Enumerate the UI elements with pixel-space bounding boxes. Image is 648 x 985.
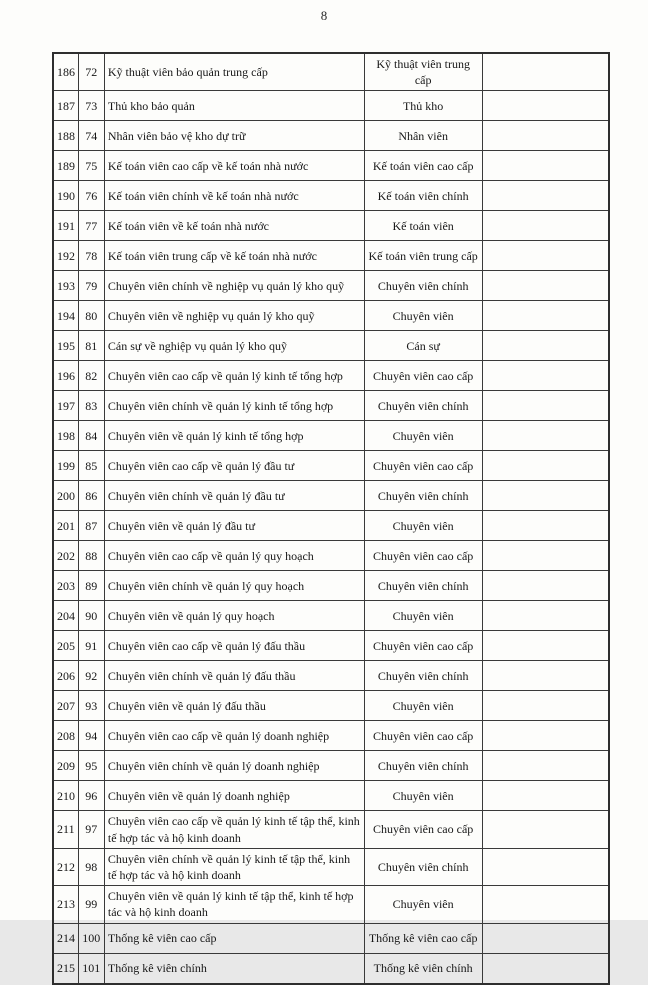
- cell-no: 84: [78, 421, 104, 451]
- cell-no: 90: [78, 601, 104, 631]
- cell-position: Chuyên viên chính về quản lý đấu thầu: [104, 661, 364, 691]
- table-row: [53, 691, 609, 721]
- cell-note: [482, 421, 609, 451]
- cell-no: 88: [78, 541, 104, 571]
- cell-rank: Kế toán viên cao cấp: [364, 151, 482, 181]
- cell-rank: Chuyên viên chính: [364, 481, 482, 511]
- cell-position: Chuyên viên về quản lý đầu tư: [104, 511, 364, 541]
- cell-note: [482, 661, 609, 691]
- cell-rank: Chuyên viên: [364, 691, 482, 721]
- cell-stt: 194: [53, 301, 78, 331]
- cell-stt: 191: [53, 211, 78, 241]
- cell-rank: Chuyên viên: [364, 601, 482, 631]
- cell-note: [482, 481, 609, 511]
- cell-no: 87: [78, 511, 104, 541]
- cell-stt: 192: [53, 241, 78, 271]
- cell-stt: 214: [53, 923, 78, 953]
- table-row: [53, 886, 609, 923]
- cell-rank: Kế toán viên: [364, 211, 482, 241]
- cell-rank: Chuyên viên cao cấp: [364, 811, 482, 848]
- cell-position: Chuyên viên về quản lý kinh tế tập thể, kinh tế hợp tác và hộ kinh doanh: [104, 886, 364, 923]
- table-row: [53, 91, 609, 121]
- table-row: [53, 271, 609, 301]
- cell-position: Thống kê viên chính: [104, 953, 364, 984]
- cell-stt: 200: [53, 481, 78, 511]
- cell-no: 77: [78, 211, 104, 241]
- cell-note: [482, 751, 609, 781]
- cell-note: [482, 541, 609, 571]
- cell-note: [482, 601, 609, 631]
- cell-rank: Chuyên viên: [364, 886, 482, 923]
- table-row: [53, 331, 609, 361]
- cell-position: Chuyên viên chính về quản lý đầu tư: [104, 481, 364, 511]
- cell-note: [482, 631, 609, 661]
- cell-position: Chuyên viên về quản lý kinh tế tổng hợp: [104, 421, 364, 451]
- cell-position: Chuyên viên về quản lý doanh nghiệp: [104, 781, 364, 811]
- cell-stt: 206: [53, 661, 78, 691]
- cell-note: [482, 811, 609, 848]
- cell-position: Chuyên viên cao cấp về quản lý quy hoạch: [104, 541, 364, 571]
- cell-no: 79: [78, 271, 104, 301]
- cell-rank: Chuyên viên cao cấp: [364, 541, 482, 571]
- table-row: [53, 601, 609, 631]
- cell-rank: Chuyên viên: [364, 511, 482, 541]
- cell-note: [482, 571, 609, 601]
- cell-rank: Thống kê viên cao cấp: [364, 923, 482, 953]
- cell-note: [482, 781, 609, 811]
- cell-rank: Chuyên viên chính: [364, 391, 482, 421]
- cell-stt: 209: [53, 751, 78, 781]
- cell-note: [482, 151, 609, 181]
- cell-position: Chuyên viên chính về quản lý doanh nghiệp: [104, 751, 364, 781]
- cell-no: 93: [78, 691, 104, 721]
- cell-no: 85: [78, 451, 104, 481]
- cell-no: 92: [78, 661, 104, 691]
- table-row: [53, 631, 609, 661]
- table-row: [53, 751, 609, 781]
- table-row: [53, 181, 609, 211]
- cell-rank: Chuyên viên chính: [364, 661, 482, 691]
- cell-rank: Thống kê viên chính: [364, 953, 482, 984]
- cell-rank: Thủ kho: [364, 91, 482, 121]
- job-table-body: [53, 53, 609, 984]
- cell-position: Chuyên viên cao cấp về quản lý đấu thầu: [104, 631, 364, 661]
- cell-note: [482, 848, 609, 885]
- cell-no: 91: [78, 631, 104, 661]
- cell-rank: Nhân viên: [364, 121, 482, 151]
- cell-note: [482, 691, 609, 721]
- cell-stt: 199: [53, 451, 78, 481]
- table-row: [53, 301, 609, 331]
- cell-stt: 203: [53, 571, 78, 601]
- cell-position: Chuyên viên chính về quản lý kinh tế tập thể, kinh tế hợp tác và hộ kinh doanh: [104, 848, 364, 885]
- cell-rank: Chuyên viên chính: [364, 571, 482, 601]
- table-row: [53, 781, 609, 811]
- cell-no: 86: [78, 481, 104, 511]
- cell-no: 75: [78, 151, 104, 181]
- table-row: [53, 811, 609, 848]
- cell-position: Chuyên viên cao cấp về quản lý kinh tế tập thể, kinh tế hợp tác và hộ kinh doanh: [104, 811, 364, 848]
- cell-rank: Cán sự: [364, 331, 482, 361]
- cell-note: [482, 181, 609, 211]
- cell-note: [482, 121, 609, 151]
- cell-rank: Chuyên viên cao cấp: [364, 361, 482, 391]
- table-row: [53, 391, 609, 421]
- cell-stt: 207: [53, 691, 78, 721]
- cell-stt: 196: [53, 361, 78, 391]
- cell-rank: Kế toán viên chính: [364, 181, 482, 211]
- cell-position: Chuyên viên về quản lý đấu thầu: [104, 691, 364, 721]
- table-row: [53, 361, 609, 391]
- cell-position: Chuyên viên cao cấp về quản lý kinh tế tổng hợp: [104, 361, 364, 391]
- cell-position: Thủ kho bảo quản: [104, 91, 364, 121]
- cell-no: 73: [78, 91, 104, 121]
- cell-position: Chuyên viên cao cấp về quản lý đầu tư: [104, 451, 364, 481]
- table-row: [53, 721, 609, 751]
- cell-note: [482, 301, 609, 331]
- table-row: [53, 923, 609, 953]
- cell-position: Chuyên viên cao cấp về quản lý doanh nghiệp: [104, 721, 364, 751]
- cell-no: 96: [78, 781, 104, 811]
- table-row: [53, 53, 609, 91]
- page-number: 8: [320, 8, 328, 23]
- cell-rank: Chuyên viên: [364, 421, 482, 451]
- cell-position: Thống kê viên cao cấp: [104, 923, 364, 953]
- cell-no: 83: [78, 391, 104, 421]
- table-row: [53, 421, 609, 451]
- cell-note: [482, 391, 609, 421]
- cell-rank: Chuyên viên chính: [364, 271, 482, 301]
- cell-rank: Chuyên viên chính: [364, 751, 482, 781]
- positions-ranks-table: [52, 52, 610, 985]
- cell-note: [482, 91, 609, 121]
- cell-rank: Chuyên viên: [364, 781, 482, 811]
- cell-note: [482, 211, 609, 241]
- table-row: [53, 541, 609, 571]
- cell-position: Chuyên viên chính về nghiệp vụ quản lý kho quỹ: [104, 271, 364, 301]
- table-row: [53, 121, 609, 151]
- cell-stt: 204: [53, 601, 78, 631]
- cell-rank: Chuyên viên cao cấp: [364, 451, 482, 481]
- cell-note: [482, 53, 609, 91]
- cell-position: Cán sự về nghiệp vụ quản lý kho quỹ: [104, 331, 364, 361]
- cell-no: 94: [78, 721, 104, 751]
- cell-stt: 205: [53, 631, 78, 661]
- table-row: [53, 571, 609, 601]
- cell-note: [482, 886, 609, 923]
- cell-rank: Kỹ thuật viên trung cấp: [364, 53, 482, 91]
- cell-stt: 189: [53, 151, 78, 181]
- table-row: [53, 481, 609, 511]
- cell-rank: Chuyên viên chính: [364, 848, 482, 885]
- cell-position: Chuyên viên chính về quản lý quy hoạch: [104, 571, 364, 601]
- cell-position: Chuyên viên chính về quản lý kinh tế tổng hợp: [104, 391, 364, 421]
- cell-no: 101: [78, 953, 104, 984]
- cell-stt: 208: [53, 721, 78, 751]
- cell-note: [482, 953, 609, 984]
- cell-position: Nhân viên bảo vệ kho dự trữ: [104, 121, 364, 151]
- cell-note: [482, 511, 609, 541]
- cell-rank: Chuyên viên: [364, 301, 482, 331]
- cell-position: Kế toán viên cao cấp về kế toán nhà nước: [104, 151, 364, 181]
- cell-stt: 213: [53, 886, 78, 923]
- cell-rank: Kế toán viên trung cấp: [364, 241, 482, 271]
- cell-note: [482, 241, 609, 271]
- table-row: [53, 241, 609, 271]
- cell-no: 97: [78, 811, 104, 848]
- cell-no: 95: [78, 751, 104, 781]
- cell-stt: 202: [53, 541, 78, 571]
- cell-position: Kế toán viên về kế toán nhà nước: [104, 211, 364, 241]
- cell-no: 99: [78, 886, 104, 923]
- cell-stt: 187: [53, 91, 78, 121]
- cell-no: 80: [78, 301, 104, 331]
- cell-stt: 198: [53, 421, 78, 451]
- table-row: [53, 211, 609, 241]
- table-row: [53, 848, 609, 885]
- cell-note: [482, 451, 609, 481]
- cell-no: 74: [78, 121, 104, 151]
- cell-note: [482, 331, 609, 361]
- cell-stt: 210: [53, 781, 78, 811]
- cell-no: 89: [78, 571, 104, 601]
- cell-no: 81: [78, 331, 104, 361]
- cell-stt: 195: [53, 331, 78, 361]
- table-row: [53, 661, 609, 691]
- cell-stt: 201: [53, 511, 78, 541]
- cell-no: 100: [78, 923, 104, 953]
- cell-stt: 211: [53, 811, 78, 848]
- cell-no: 76: [78, 181, 104, 211]
- cell-stt: 212: [53, 848, 78, 885]
- cell-position: Kế toán viên chính về kế toán nhà nước: [104, 181, 364, 211]
- cell-stt: 190: [53, 181, 78, 211]
- cell-no: 72: [78, 53, 104, 91]
- cell-rank: Chuyên viên cao cấp: [364, 721, 482, 751]
- table-row: [53, 451, 609, 481]
- cell-no: 82: [78, 361, 104, 391]
- table-row: [53, 511, 609, 541]
- cell-note: [482, 721, 609, 751]
- table-row: [53, 953, 609, 984]
- cell-no: 78: [78, 241, 104, 271]
- cell-note: [482, 361, 609, 391]
- cell-position: Kỹ thuật viên bảo quản trung cấp: [104, 53, 364, 91]
- cell-position: Kế toán viên trung cấp về kế toán nhà nước: [104, 241, 364, 271]
- cell-stt: 197: [53, 391, 78, 421]
- cell-position: Chuyên viên về quản lý quy hoạch: [104, 601, 364, 631]
- cell-stt: 193: [53, 271, 78, 301]
- cell-stt: 215: [53, 953, 78, 984]
- cell-rank: Chuyên viên cao cấp: [364, 631, 482, 661]
- cell-no: 98: [78, 848, 104, 885]
- table-row: [53, 151, 609, 181]
- cell-stt: 186: [53, 53, 78, 91]
- cell-note: [482, 923, 609, 953]
- cell-position: Chuyên viên về nghiệp vụ quản lý kho quỹ: [104, 301, 364, 331]
- cell-stt: 188: [53, 121, 78, 151]
- cell-note: [482, 271, 609, 301]
